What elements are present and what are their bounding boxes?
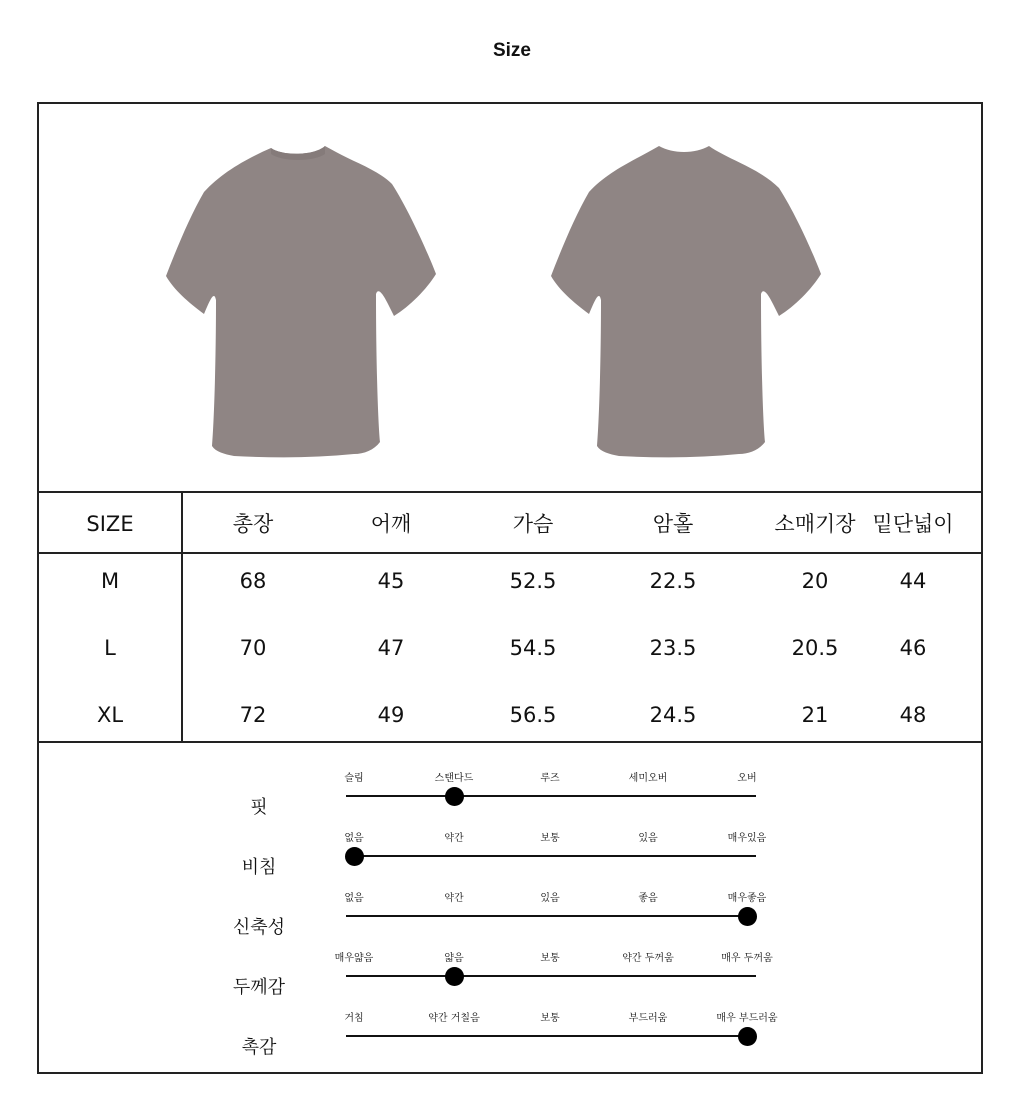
feel-option-label: 매우 두꺼움 bbox=[721, 953, 773, 964]
feel-row-fit bbox=[39, 769, 981, 829]
feel-option-label: 스탠다드 bbox=[434, 773, 474, 784]
header-armhole: 암홀 bbox=[652, 512, 694, 536]
table-cell: 45 bbox=[377, 569, 405, 593]
scale-indicator-dot bbox=[738, 1027, 757, 1046]
feel-row-stretch bbox=[39, 889, 981, 949]
table-cell: 23.5 bbox=[649, 636, 697, 660]
scale-track bbox=[346, 915, 756, 917]
feel-option-label: 있음 bbox=[638, 833, 658, 844]
feel-option-label: 슬림 bbox=[344, 773, 364, 784]
feel-row-sheerness bbox=[39, 829, 981, 889]
scale-indicator-dot bbox=[445, 967, 464, 986]
feel-option-label: 거침 bbox=[344, 1013, 364, 1024]
table-cell: 48 bbox=[899, 703, 927, 727]
scale-indicator-dot bbox=[445, 787, 464, 806]
feel-label: 촉감 bbox=[241, 1037, 277, 1058]
scale-track bbox=[346, 1035, 756, 1037]
product-images bbox=[39, 104, 981, 491]
header-chest: 가슴 bbox=[512, 512, 554, 536]
feel-option-label: 오버 bbox=[737, 773, 757, 784]
table-cell: 21 bbox=[801, 703, 829, 727]
table-cell: 52.5 bbox=[509, 569, 557, 593]
table-cell: 56.5 bbox=[509, 703, 557, 727]
feel-option-label: 매우좋음 bbox=[727, 893, 767, 904]
feel-option-label: 없음 bbox=[344, 833, 364, 844]
table-cell: 22.5 bbox=[649, 569, 697, 593]
scale-track bbox=[346, 855, 756, 857]
feel-option-label: 매우있음 bbox=[727, 833, 767, 844]
table-cell: 24.5 bbox=[649, 703, 697, 727]
feel-option-label: 약간 거칠음 bbox=[428, 1013, 480, 1024]
row-size: XL bbox=[96, 703, 124, 727]
feel-option-label: 보통 bbox=[540, 953, 560, 964]
feel-option-label: 매우얇음 bbox=[334, 953, 374, 964]
feel-label: 두께감 bbox=[232, 977, 286, 998]
fabric-feel-section bbox=[39, 743, 981, 1074]
header-total-length: 총장 bbox=[232, 512, 274, 536]
feel-option-label: 부드러움 bbox=[628, 1013, 668, 1024]
row-size: L bbox=[104, 636, 116, 660]
table-cell: 46 bbox=[899, 636, 927, 660]
table-cell: 70 bbox=[239, 636, 267, 660]
header-sleeve-length: 소매기장 bbox=[774, 512, 856, 536]
scale-indicator-dot bbox=[345, 847, 364, 866]
feel-option-label: 약간 bbox=[444, 893, 464, 904]
table-cell: 20 bbox=[801, 569, 829, 593]
feel-option-label: 얇음 bbox=[444, 953, 464, 964]
table-cell: 47 bbox=[377, 636, 405, 660]
feel-option-label: 루즈 bbox=[540, 773, 560, 784]
feel-option-label: 있음 bbox=[540, 893, 560, 904]
feel-option-label: 보통 bbox=[540, 1013, 560, 1024]
table-cell: 72 bbox=[239, 703, 267, 727]
size-guide-frame bbox=[37, 102, 983, 1074]
table-cell: 54.5 bbox=[509, 636, 557, 660]
feel-option-label: 보통 bbox=[540, 833, 560, 844]
header-size: SIZE bbox=[86, 512, 134, 536]
table-cell: 44 bbox=[899, 569, 927, 593]
feel-option-label: 약간 두꺼움 bbox=[622, 953, 674, 964]
feel-option-label: 약간 bbox=[444, 833, 464, 844]
table-cell: 20.5 bbox=[791, 636, 839, 660]
feel-option-label: 매우 부드러움 bbox=[716, 1013, 778, 1024]
header-shoulder: 어깨 bbox=[370, 512, 412, 536]
scale-track bbox=[346, 975, 756, 977]
scale-indicator-dot bbox=[738, 907, 757, 926]
feel-option-label: 좋음 bbox=[638, 893, 658, 904]
feel-label: 신축성 bbox=[232, 917, 286, 938]
table-cell: 68 bbox=[239, 569, 267, 593]
page-title: Size bbox=[492, 40, 532, 61]
feel-row-texture bbox=[39, 1009, 981, 1069]
scale-track bbox=[346, 795, 756, 797]
feel-row-thickness bbox=[39, 949, 981, 1009]
tshirt-back-image bbox=[549, 142, 824, 462]
feel-option-label: 없음 bbox=[344, 893, 364, 904]
feel-option-label: 세미오버 bbox=[628, 773, 668, 784]
table-cell: 49 bbox=[377, 703, 405, 727]
size-table bbox=[39, 491, 981, 743]
tshirt-front-image bbox=[164, 142, 439, 462]
header-hem-width: 밑단넓이 bbox=[872, 512, 954, 536]
row-size: M bbox=[100, 569, 120, 593]
feel-label: 비침 bbox=[241, 857, 277, 878]
feel-label: 핏 bbox=[250, 797, 268, 818]
